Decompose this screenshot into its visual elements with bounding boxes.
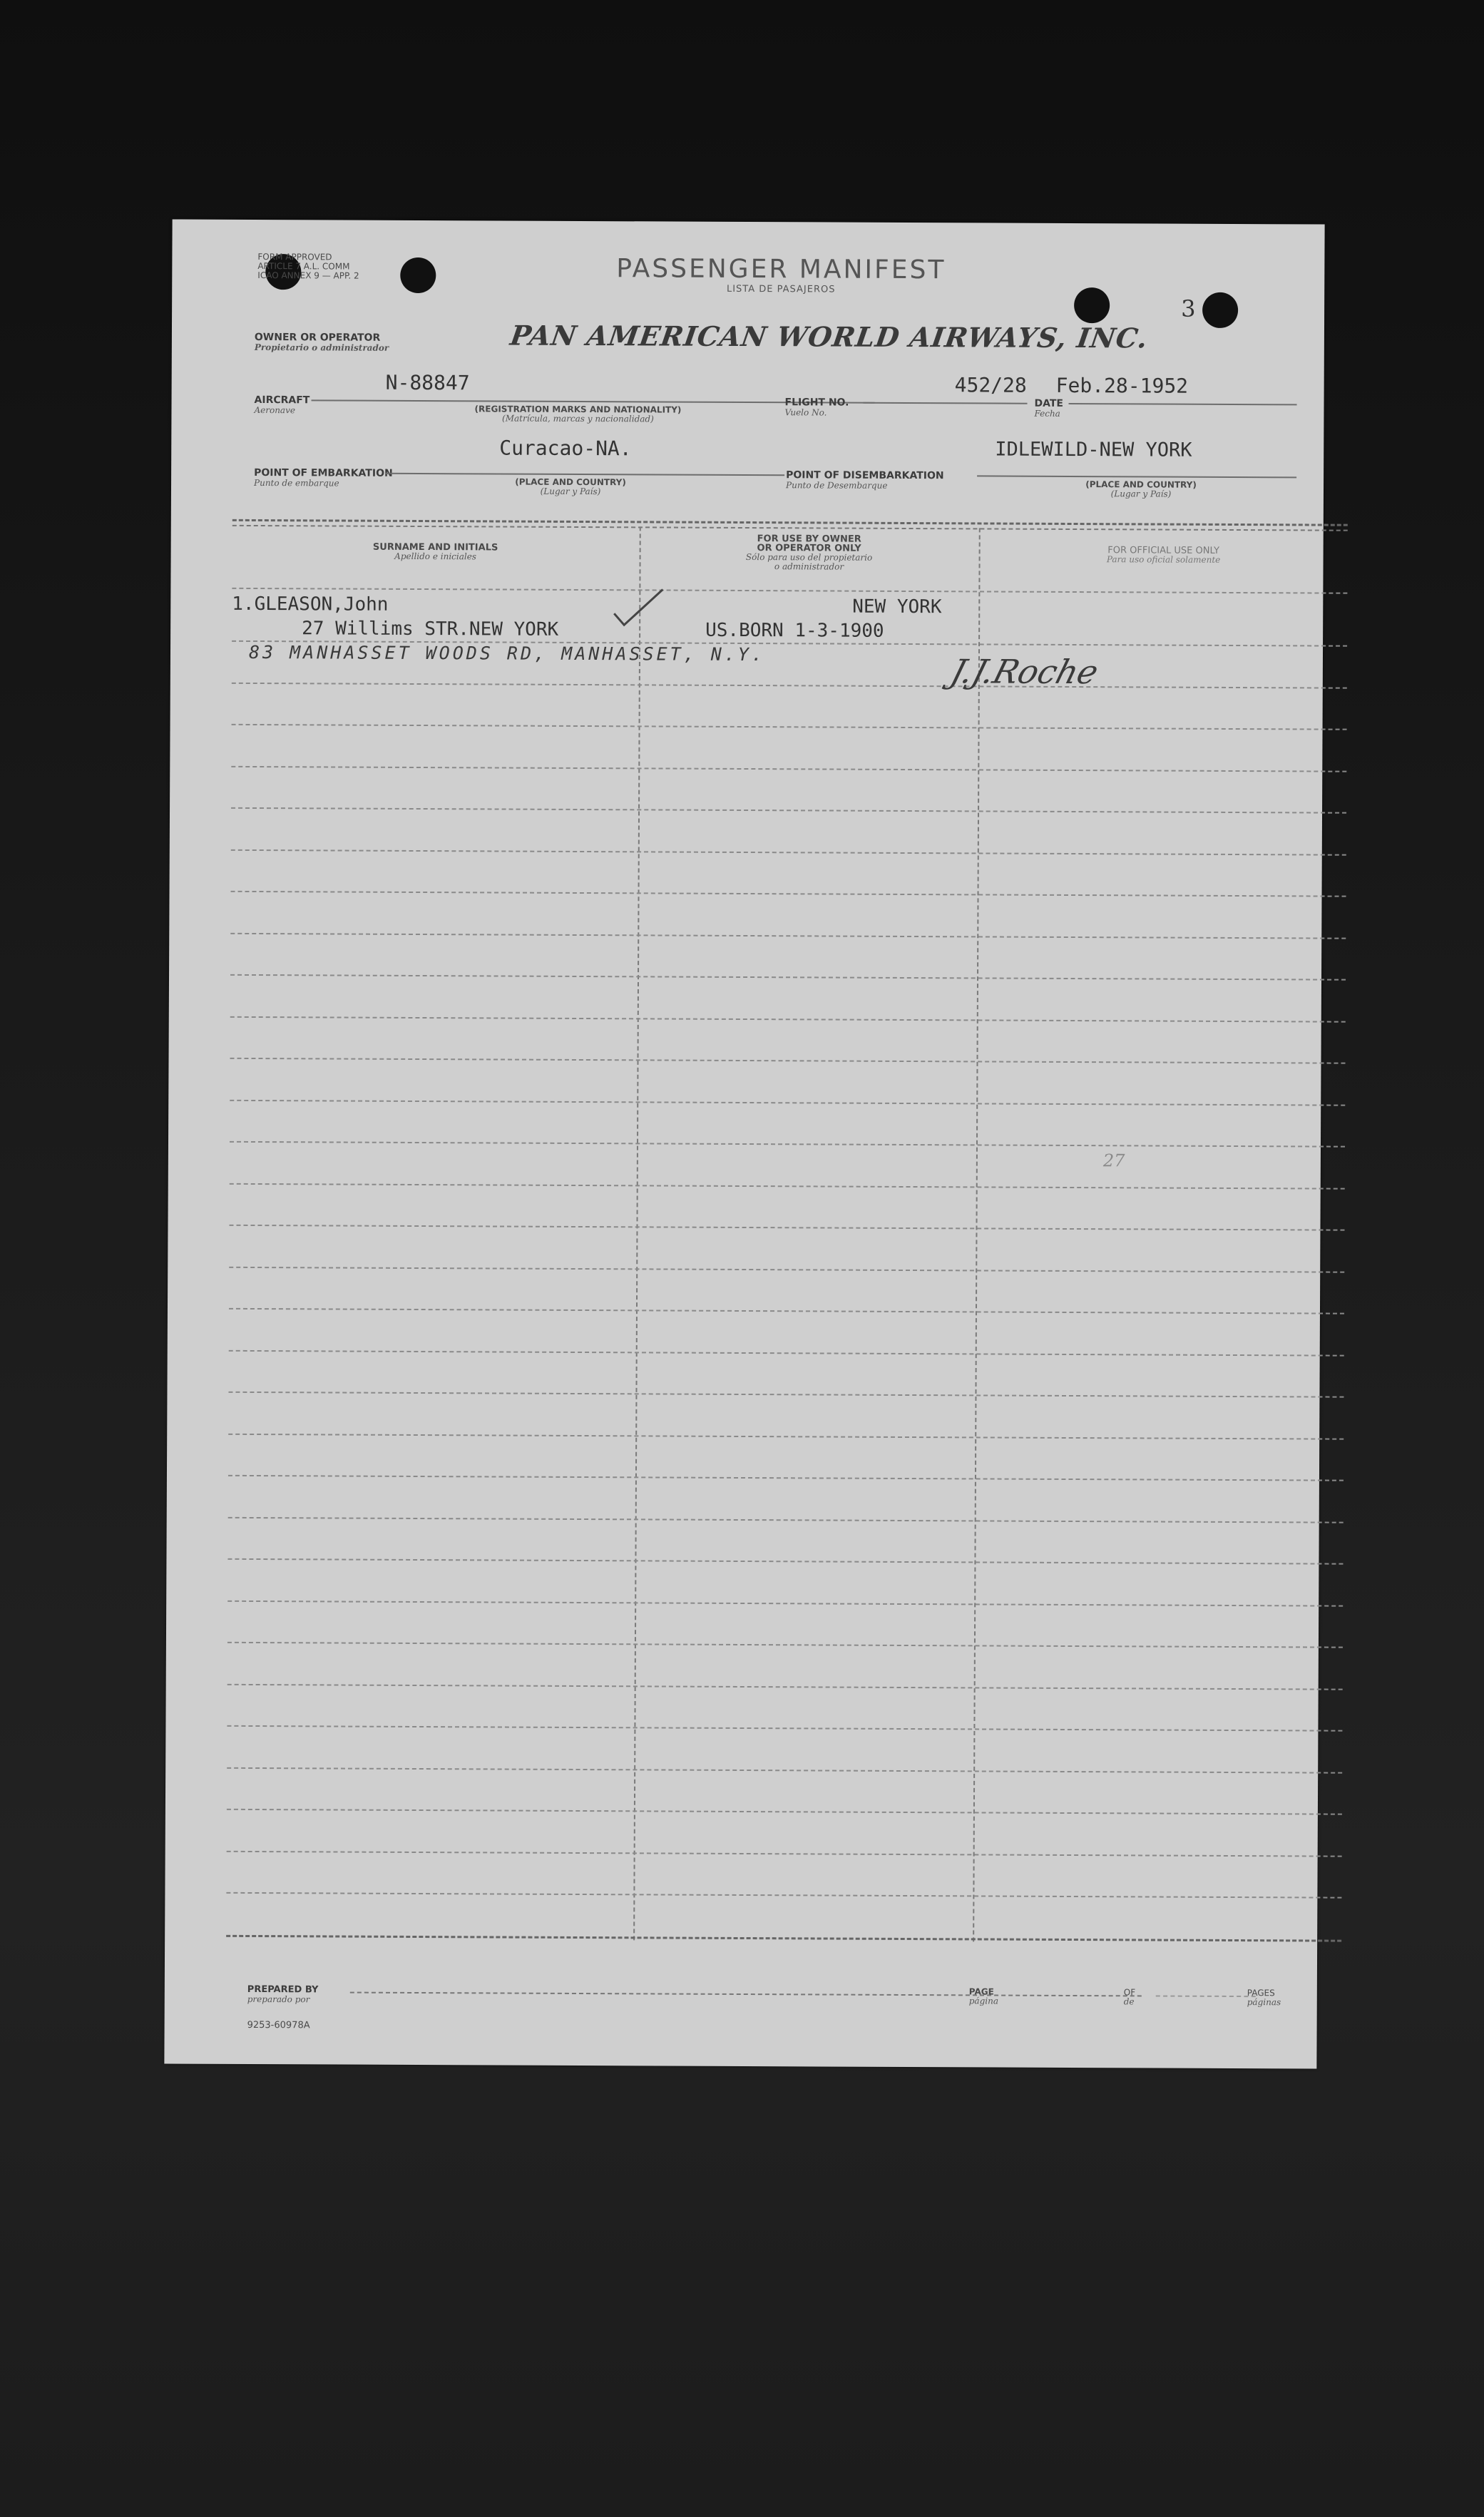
disembarkation-label: POINT OF DISEMBARKATION [786, 469, 944, 482]
column-header-official-use-spanish: Para uso oficial solamente [1106, 554, 1221, 565]
table-row-rule [231, 891, 1346, 897]
table-row-rule [230, 1183, 1345, 1189]
table-row-rule [232, 724, 1347, 730]
handwritten-address: 83 MANHASSET WOODS RD, MANHASSET, N.Y. [248, 641, 766, 665]
passenger-name: 1.GLEASON,John [232, 593, 389, 616]
table-top-rule [232, 525, 1348, 531]
checkmark-icon [610, 586, 667, 629]
table-row-rule [230, 932, 1346, 939]
header-bottom-rule [232, 588, 1347, 594]
table-row-rule [227, 1558, 1343, 1565]
date-value: Feb.28-1952 [1055, 373, 1189, 398]
form-title-spanish: LISTA DE PASAJEROS [726, 283, 836, 295]
owner-value: PAN AMERICAN WORLD AIRWAYS, INC. [508, 319, 1151, 354]
aircraft-value: N-88847 [385, 370, 470, 395]
column-header-official-use-label: FOR OFFICIAL USE ONLY [1107, 545, 1219, 556]
table-row-rule [229, 1308, 1344, 1314]
table-row-rule [232, 682, 1347, 688]
page-label-spanish: página [968, 1996, 999, 2006]
column-header-owner-use-spanish: o administrador [774, 561, 844, 572]
column-header-name [232, 542, 639, 562]
embarkation-label: POINT OF EMBARKATION [254, 466, 393, 479]
aircraft-caption: (REGISTRATION MARKS AND NATIONALITY) [474, 404, 682, 415]
page-count-underline [1156, 1996, 1256, 1998]
punch-hole [400, 257, 436, 293]
embarkation-label-block [254, 467, 393, 489]
table-row-rule [227, 1767, 1342, 1773]
form-title: PASSENGER MANIFEST [616, 254, 946, 285]
prepared-by-label-spanish: preparado por [247, 1993, 310, 2005]
disembarkation-underline [977, 475, 1296, 478]
flight-underline [864, 402, 1028, 404]
table-row-rule [228, 1516, 1344, 1523]
embarkation-label-spanish: Punto de embarque [254, 477, 339, 489]
embarkation-caption-spanish: (Lugar y País) [540, 486, 601, 497]
aircraft-label: AIRCRAFT [254, 394, 310, 407]
table-row-rule [226, 1892, 1341, 1899]
owner-label: OWNER OR OPERATOR [254, 331, 381, 344]
table-row-rule [231, 849, 1346, 855]
embarkation-caption-block [499, 477, 642, 496]
prepared-by-label: PREPARED BY [247, 1984, 319, 1996]
passenger-table [226, 519, 1348, 1944]
column-header-official-use [980, 545, 1348, 565]
owner-note-born: US.BORN 1-3-1900 [705, 619, 884, 642]
margin-note: 27 [1102, 1150, 1125, 1171]
table-row-rule [227, 1642, 1343, 1648]
official-signature: J.J.Roche [946, 652, 1103, 692]
column-header-owner-use-label: OR OPERATOR ONLY [757, 543, 861, 554]
date-label: DATE [1034, 397, 1064, 409]
column-header-owner-use [640, 533, 978, 572]
disembarkation-caption-block [1070, 480, 1212, 499]
table-row-rule [228, 1433, 1344, 1439]
owner-label-block [255, 332, 389, 353]
table-row-rule [227, 1850, 1342, 1857]
flight-label-spanish: Vuelo No. [784, 407, 827, 418]
flight-label-block [784, 397, 849, 417]
form-reference-line: FORM APPROVED [257, 252, 332, 262]
form-reference-line: ICAO ANNEX 9 — APP. 2 [257, 270, 359, 281]
disembarkation-caption: (PLACE AND COUNTRY) [1085, 479, 1197, 490]
column-header-name-label: SURNAME AND INITIALS [372, 541, 498, 553]
disembarkation-label-spanish: Punto de Desembarque [786, 480, 888, 491]
table-row-rule [230, 1058, 1346, 1064]
date-underline [1069, 403, 1297, 405]
owner-label-spanish: Propietario o administrador [254, 342, 389, 353]
table-bottom-rule [226, 1935, 1341, 1942]
flight-label: FLIGHT NO. [784, 397, 849, 409]
table-row-rule [230, 974, 1346, 981]
table-row-rule [229, 1225, 1344, 1231]
table-row-rule [227, 1725, 1342, 1732]
aircraft-label-spanish: Aeronave [254, 404, 296, 416]
form-code: 9253-60978A [247, 2019, 310, 2031]
disembarkation-value: IDLEWILD-NEW YORK [995, 438, 1192, 461]
aircraft-label-block [254, 394, 309, 415]
form-reference-line: ARTICLE 7 A.L. COMM [257, 261, 350, 272]
flight-value: 452/28 [954, 373, 1027, 397]
table-row-rule [231, 807, 1346, 814]
owner-note-city: NEW YORK [852, 596, 942, 618]
pages-label-spanish: páginas [1247, 1997, 1281, 2008]
pages-label: PAGES [1247, 1988, 1275, 1998]
table-row-rule [228, 1392, 1344, 1398]
manifest-sheet [164, 219, 1324, 2068]
table-row-rule [227, 1683, 1343, 1690]
column-header-owner-use-label: FOR USE BY OWNER [757, 533, 861, 545]
table-row-rule [230, 1141, 1345, 1148]
form-reference [257, 252, 359, 281]
prepared-by-underline [350, 1992, 1142, 1997]
table-row-rule [230, 1016, 1346, 1022]
date-label-spanish: Fecha [1034, 408, 1060, 419]
column-header-owner-use-spanish: Sólo para uso del propietario [745, 552, 873, 563]
table-row-rule [229, 1349, 1344, 1356]
embarkation-underline [385, 473, 784, 476]
table-row-rule [231, 765, 1346, 772]
table-row-rule [227, 1809, 1342, 1815]
disembarkation-caption-spanish: (Lugar y País) [1110, 489, 1172, 499]
form-title-block [581, 254, 981, 295]
passenger-address: 27 Willims STR.NEW YORK [302, 618, 559, 640]
punch-hole [1074, 287, 1110, 323]
table-row-rule [229, 1266, 1344, 1272]
page-label-block [969, 1987, 998, 2006]
of-label-spanish: de [1123, 1996, 1135, 2007]
column-header-name-spanish: Apellido e iniciales [394, 551, 477, 562]
aircraft-caption-block [435, 404, 720, 424]
aircraft-caption-spanish: (Matrícula, marcas y nacionalidad) [502, 413, 654, 424]
disembarkation-label-block [786, 469, 944, 491]
sheet-number-mark: 3 [1181, 295, 1196, 322]
embarkation-value: Curacao-NA. [499, 436, 632, 461]
page-label: PAGE [968, 1986, 994, 1997]
pages-label-block [1247, 1988, 1281, 2007]
prepared-by-label-block [247, 1984, 319, 2004]
of-label-block [1124, 1988, 1135, 2006]
table-row-rule [230, 1099, 1345, 1106]
embarkation-caption: (PLACE AND COUNTRY) [515, 476, 626, 488]
table-row-rule [227, 1600, 1343, 1606]
table-row-rule [228, 1475, 1344, 1481]
punch-hole [1202, 292, 1238, 328]
of-label: OF [1123, 1987, 1136, 1998]
date-label-block [1034, 398, 1063, 419]
